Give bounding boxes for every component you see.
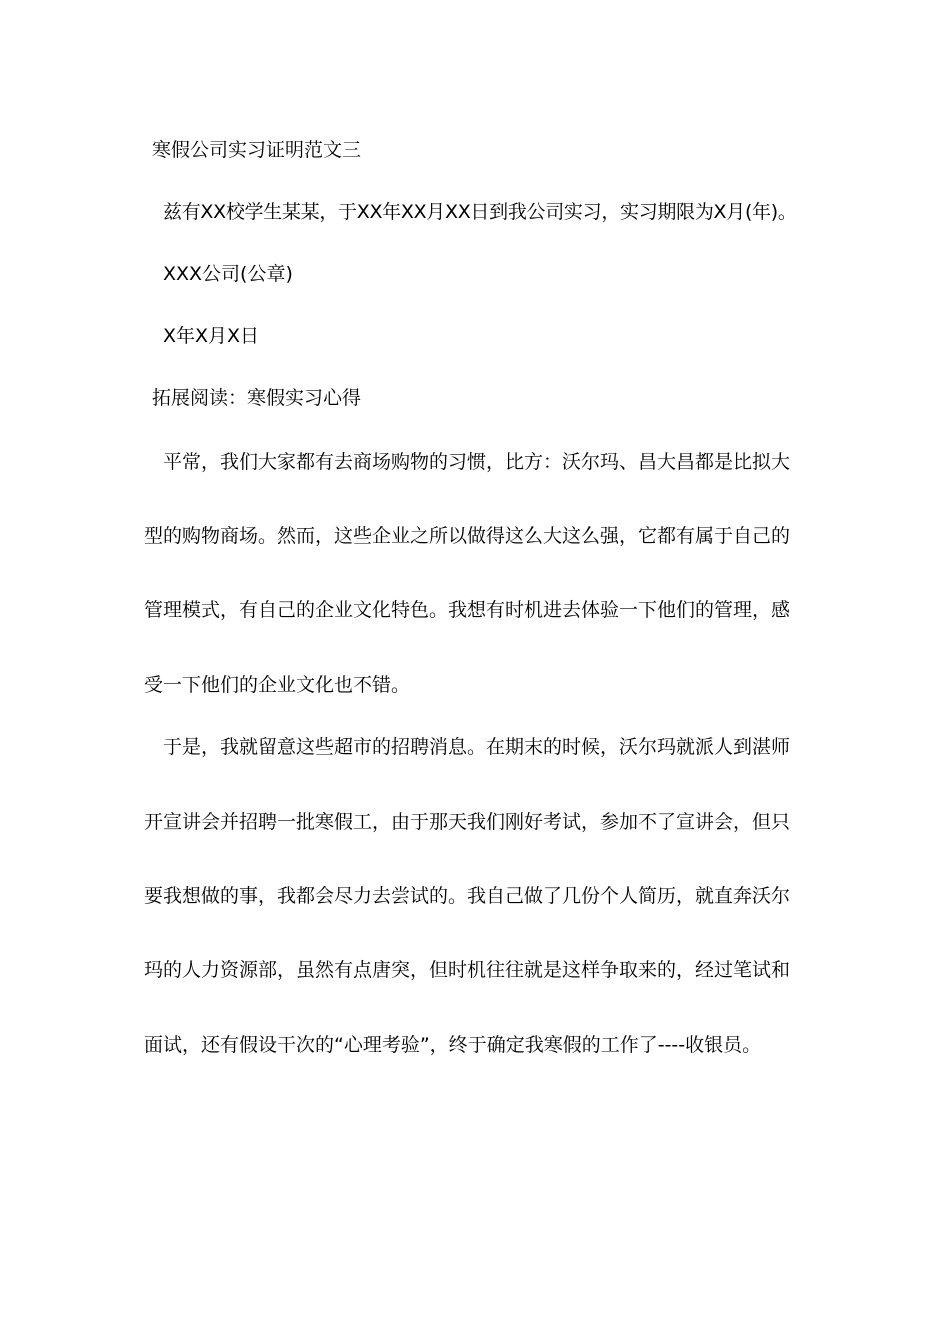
paragraph-1-line-1: 平常，我们大家都有去商场购物的习惯，比方：沃尔玛、昌大昌都是比拟大 <box>163 451 791 473</box>
paragraph-1-line-2: 型的购物商场。然而，这些企业之所以做得这么大这么强，它都有属于自己的 <box>144 525 791 547</box>
paragraph-2-line-1: 于是，我就留意这些超市的招聘消息。在期末的时候，沃尔玛就派人到湛师 <box>163 736 791 758</box>
paragraph-1-line-3: 管理模式，有自己的企业文化特色。我想有时机进去体验一下他们的管理，感 <box>144 599 791 621</box>
extended-reading-heading: 拓展阅读：寒假实习心得 <box>152 387 362 409</box>
certificate-body: 兹有XX校学生某某，于XX年XX月XX日到我公司实习，实习期限为X月(年)。 <box>163 201 797 223</box>
paragraph-2-line-5: 面试，还有假设干次的“心理考验”，终于确定我寒假的工作了----收银员。 <box>144 1034 762 1056</box>
paragraph-2-line-4: 玛的人力资源部，虽然有点唐突，但时机往往就是这样争取来的，经过笔试和 <box>144 959 791 981</box>
certificate-signature: XXX公司(公章) <box>163 263 293 285</box>
paragraph-1-line-4: 受一下他们的企业文化也不错。 <box>144 674 411 696</box>
certificate-date: X年X月X日 <box>163 325 260 347</box>
paragraph-2-line-3: 要我想做的事，我都会尽力去尝试的。我自己做了几份个人简历，就直奔沃尔 <box>144 885 791 907</box>
paragraph-2-line-2: 开宣讲会并招聘一批寒假工，由于那天我们刚好考试，参加不了宣讲会，但只 <box>144 811 791 833</box>
document-title: 寒假公司实习证明范文三 <box>152 139 362 161</box>
